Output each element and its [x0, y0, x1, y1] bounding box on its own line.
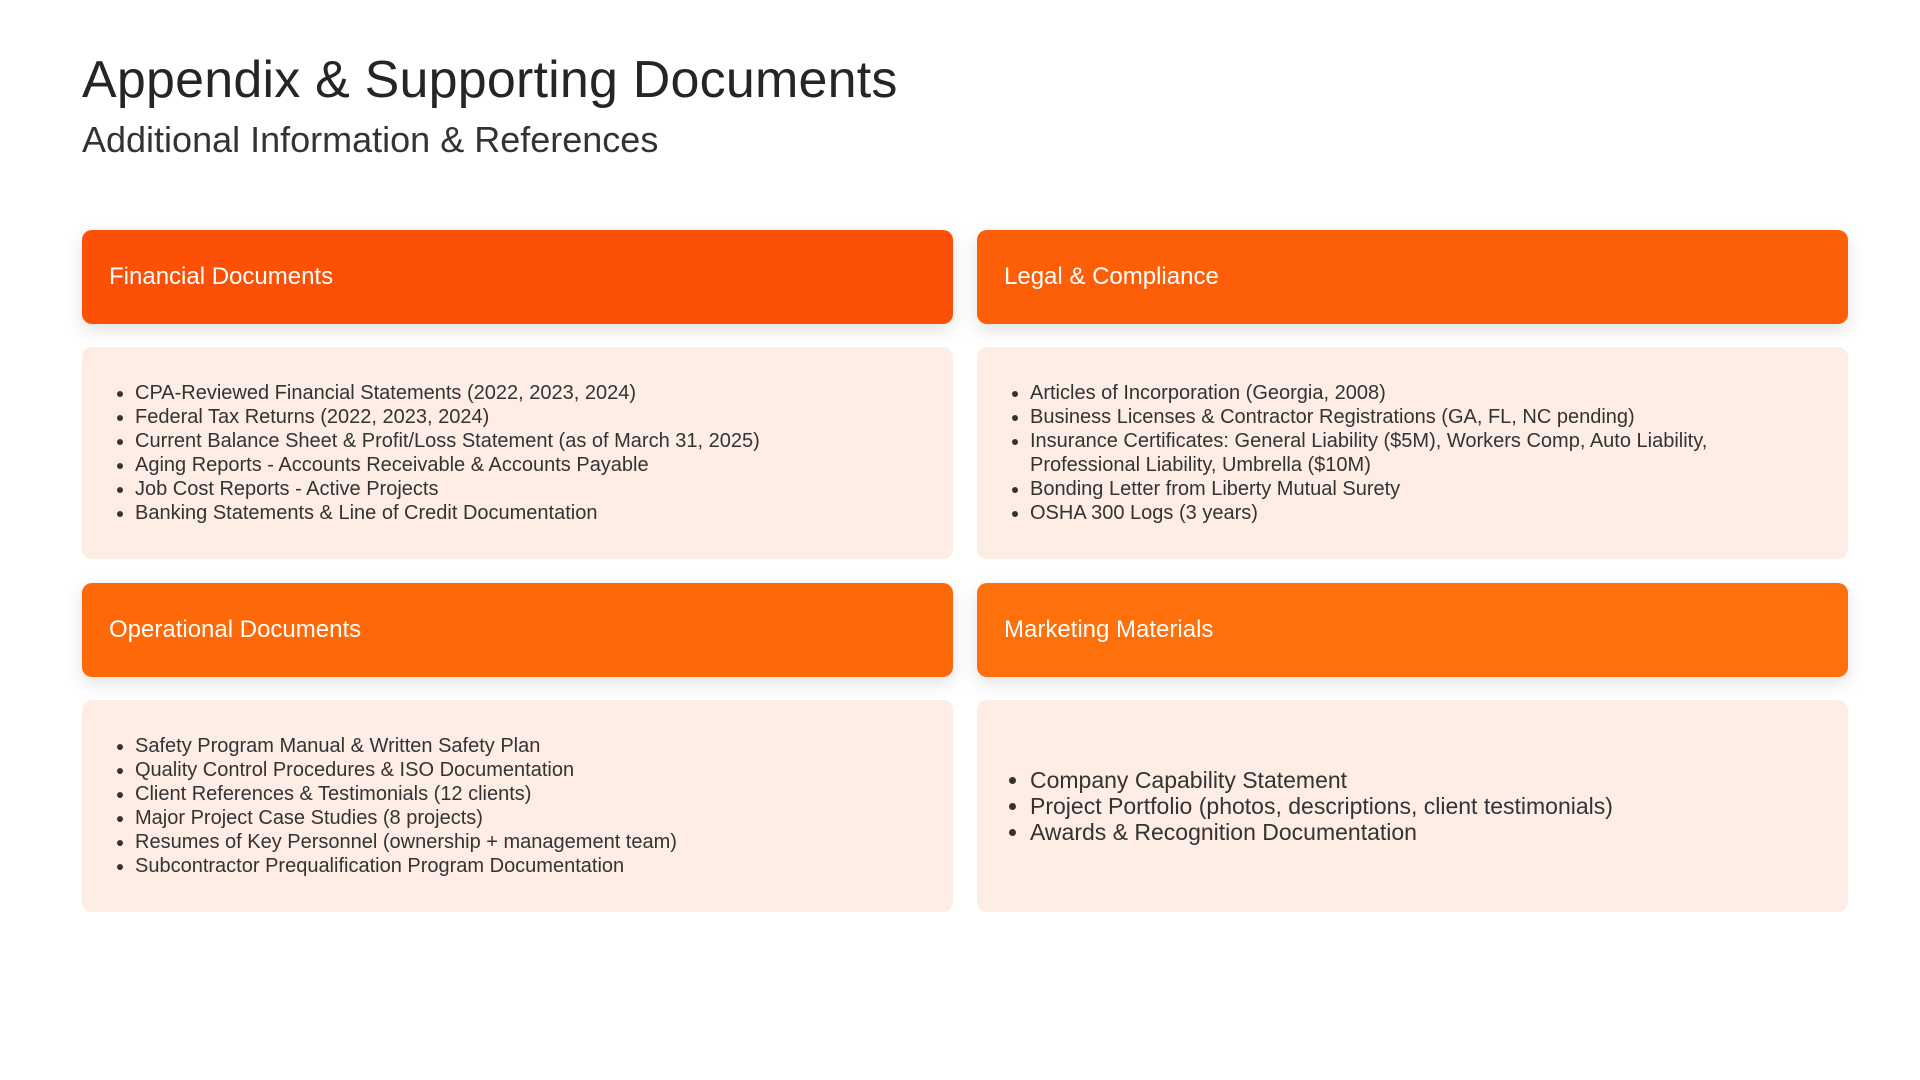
list-item: • Insurance Certificates: General Liability ($5M), Workers Comp, Auto Liability, Professional Liability, Umbrella ($10M)	[1030, 429, 1821, 477]
list-item: • Resumes of Key Personnel (ownership + management team)	[135, 830, 677, 854]
operational-documents-header	[82, 583, 953, 677]
financial-documents-panel	[82, 347, 953, 559]
list-item: • Banking Statements & Line of Credit Documentation	[135, 501, 760, 525]
list-item: • OSHA 300 Logs (3 years)	[1030, 501, 1821, 525]
list-item: • Articles of Incorporation (Georgia, 2008)	[1030, 381, 1821, 405]
marketing-materials-list	[1004, 767, 1613, 845]
list-item: • Subcontractor Prequalification Program Documentation	[135, 854, 677, 878]
section-title: Operational Documents	[109, 616, 362, 643]
page-subtitle: Additional Information & References	[82, 119, 659, 160]
list-item: • Federal Tax Returns (2022, 2023, 2024)	[135, 405, 760, 429]
legal-compliance-section	[977, 230, 1848, 559]
section-title: Financial Documents	[109, 263, 334, 290]
list-item: • Safety Program Manual & Written Safety Plan	[135, 734, 677, 758]
operational-documents-section	[82, 583, 953, 912]
legal-compliance-list	[1004, 381, 1821, 525]
legal-compliance-panel	[977, 347, 1848, 559]
financial-documents-section	[82, 230, 953, 559]
marketing-materials-section	[977, 583, 1848, 912]
list-item: • Bonding Letter from Liberty Mutual Surety	[1030, 477, 1821, 501]
list-item: • Major Project Case Studies (8 projects)	[135, 806, 677, 830]
operational-documents-list	[109, 734, 677, 878]
section-title: Marketing Materials	[1004, 616, 1214, 643]
list-item: • Job Cost Reports - Active Projects	[135, 477, 760, 501]
list-item: • CPA-Reviewed Financial Statements (2022, 2023, 2024)	[135, 381, 760, 405]
document-grid	[82, 230, 1848, 912]
list-item: • Current Balance Sheet & Profit/Loss Statement (as of March 31, 2025)	[135, 429, 760, 453]
legal-compliance-header	[977, 230, 1848, 324]
financial-documents-list	[109, 381, 760, 525]
list-item: • Awards & Recognition Documentation	[1030, 819, 1613, 845]
marketing-materials-panel	[977, 700, 1848, 912]
section-title: Legal & Compliance	[1004, 263, 1219, 290]
operational-documents-panel	[82, 700, 953, 912]
page-title: Appendix & Supporting Documents	[82, 51, 898, 109]
list-item: • Quality Control Procedures & ISO Documentation	[135, 758, 677, 782]
marketing-materials-header	[977, 583, 1848, 677]
financial-documents-header	[82, 230, 953, 324]
list-item: • Project Portfolio (photos, descriptions, client testimonials)	[1030, 793, 1613, 819]
list-item: • Business Licenses & Contractor Registrations (GA, FL, NC pending)	[1030, 405, 1821, 429]
list-item: • Client References & Testimonials (12 clients)	[135, 782, 677, 806]
list-item: • Company Capability Statement	[1030, 767, 1613, 793]
list-item: • Aging Reports - Accounts Receivable & Accounts Payable	[135, 453, 760, 477]
